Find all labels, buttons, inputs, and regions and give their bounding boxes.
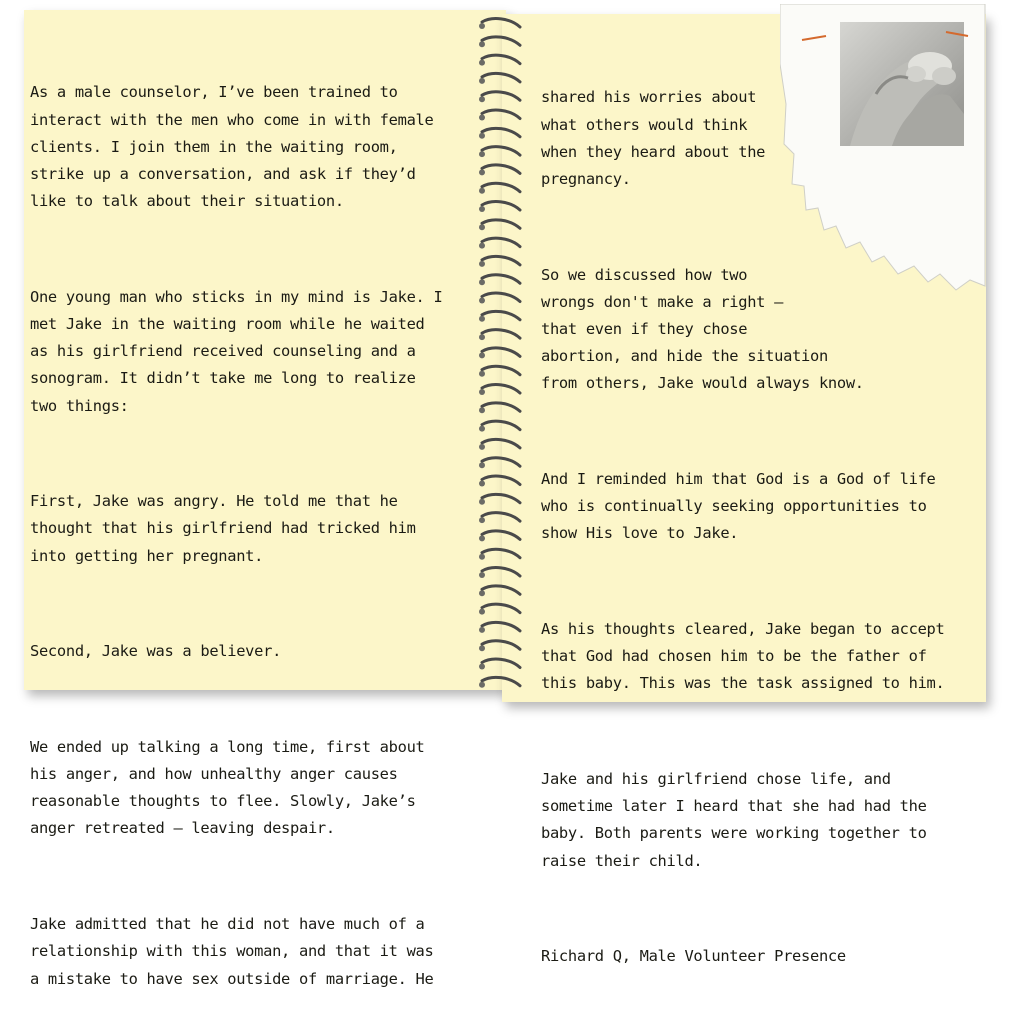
paragraph: And I reminded him that God is a God of life who is continually seeking opportunities to show His love to Jake.: [541, 470, 936, 543]
spiral-ring: [479, 128, 520, 138]
paragraph: As his thoughts cleared, Jake began to accept that God had chosen him to be the father of this baby. This was the task assigned to him.: [541, 620, 945, 693]
spiral-ring: [479, 604, 520, 614]
taped-photo: [780, 4, 990, 294]
spiral-ring: [479, 183, 520, 193]
spiral-ring: [479, 439, 520, 449]
spiral-ring: [479, 311, 520, 321]
paragraph: Jake admitted that he did not have much of a relationship with this woman, and that it was a mistake to have sex outside of marriage. He: [30, 915, 434, 988]
spiral-ring: [479, 147, 520, 157]
spiral-ring: [479, 92, 520, 102]
paragraph: shared his worries about what others would think when they heard about the pregnancy.: [541, 88, 766, 189]
paragraph: So we discussed how two wrongs don't make a right – that even if they chose abortion, and hide the situation from others, Jake would always know.: [541, 265, 864, 393]
spiral-ring: [479, 513, 520, 523]
spiral-ring: [479, 348, 520, 358]
spiral-ring: [479, 531, 520, 541]
spiral-ring: [479, 476, 520, 486]
spiral-ring: [479, 238, 520, 248]
signature-line: Richard Q, Male Volunteer Presence: [541, 947, 846, 966]
spiral-ring: [479, 256, 520, 266]
paragraph: We ended up talking a long time, first about his anger, and how unhealthy anger causes reasonable thoughts to flee. Slowly, Jake’s anger retreated – leaving despair.: [30, 737, 425, 838]
spiral-ring: [479, 202, 520, 212]
spiral-ring: [479, 73, 520, 83]
left-column-text: [30, 25, 442, 1034]
paragraph: Second, Jake was a believer.: [30, 642, 282, 661]
spiral-ring: [479, 568, 520, 578]
baby-hand-photo-icon: [780, 4, 990, 294]
spiral-ring: [479, 641, 520, 651]
spiral-ring: [479, 55, 520, 65]
spiral-ring: [479, 37, 520, 47]
paragraph: First, Jake was angry. He told me that he thought that his girlfriend had tricked him into getting her pregnant.: [30, 492, 416, 565]
spiral-binding: [470, 14, 530, 694]
spiral-ring: [479, 494, 520, 504]
paragraph: One young man who sticks in my mind is Jake. I met Jake in the waiting room while he waited as his girlfriend received counseling and a sonogram. It didn’t take me long to realize two things:: [30, 287, 443, 415]
spiral-ring: [479, 110, 520, 120]
spiral-ring: [479, 220, 520, 230]
spiral-ring: [479, 586, 520, 596]
spiral-ring: [479, 677, 520, 687]
spiral-ring: [479, 659, 520, 669]
spiral-ring: [479, 165, 520, 175]
spiral-ring: [479, 275, 520, 285]
spiral-ring: [479, 549, 520, 559]
paragraph: As a male counselor, I’ve been trained to interact with the men who come in with female clients. I join them in the waiting room, strike up a conversation, and ask if they’d like to talk about their situation.: [30, 83, 434, 211]
spiral-ring: [479, 622, 520, 632]
spiral-ring: [479, 330, 520, 340]
spiral-ring: [479, 366, 520, 376]
spiral-ring: [479, 385, 520, 395]
spiral-ring: [479, 421, 520, 431]
paragraph: Jake and his girlfriend chose life, and sometime later I heard that she had had the baby. Both parents were working together to raise their child.: [541, 770, 927, 870]
spiral-ring: [479, 19, 520, 29]
spiral-ring: [479, 458, 520, 468]
spiral-ring: [479, 293, 520, 303]
spiral-ring: [479, 403, 520, 413]
